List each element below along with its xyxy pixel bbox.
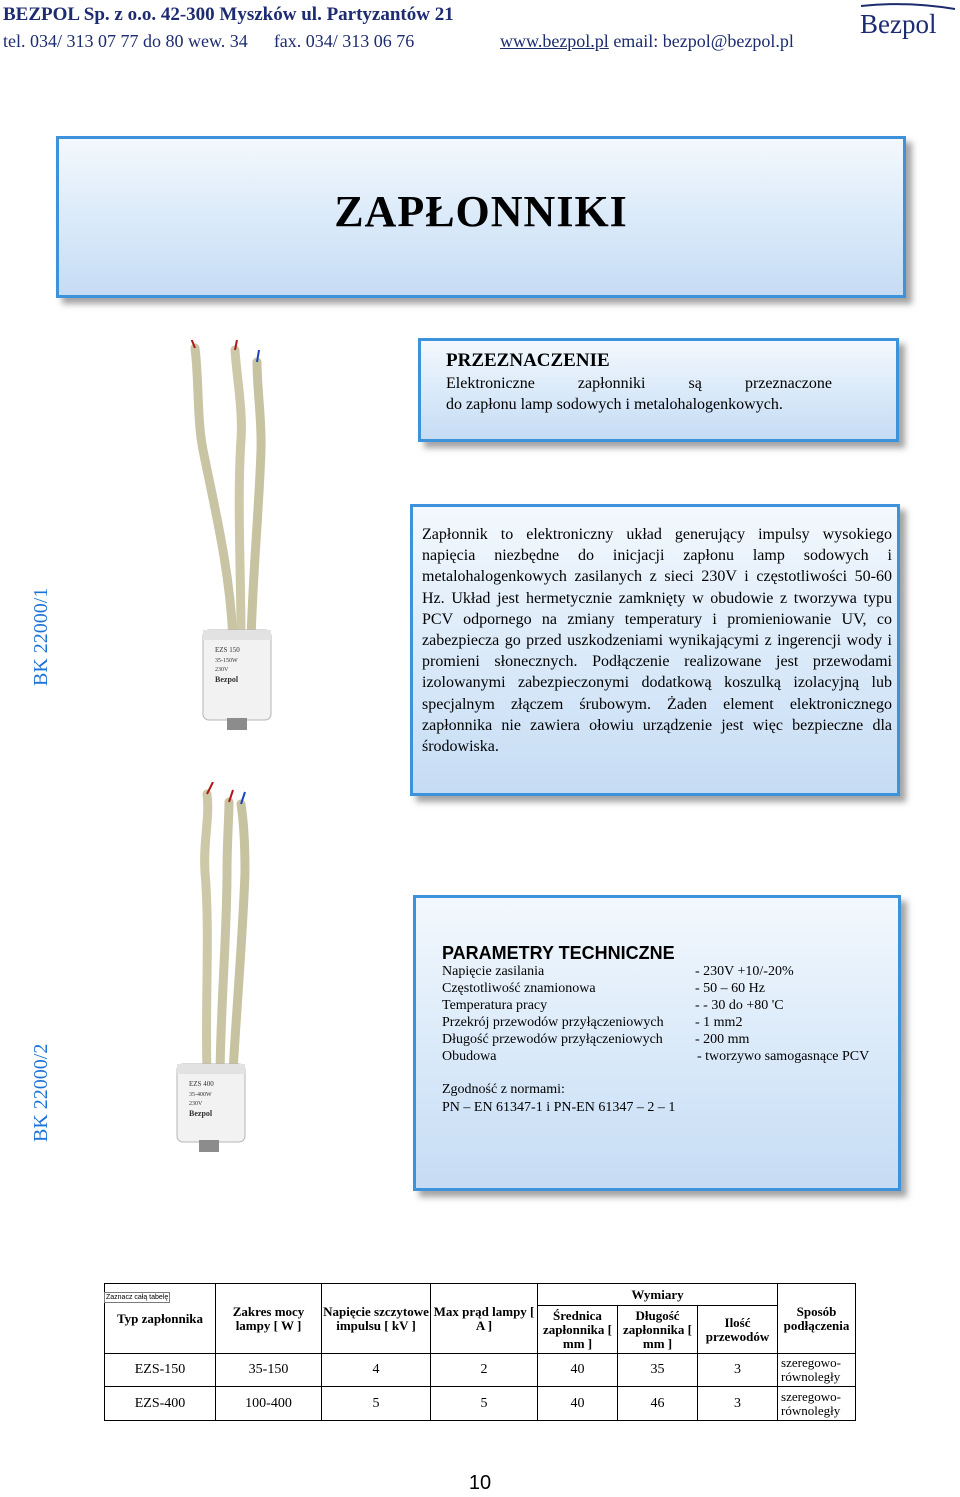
svg-text:230V: 230V (189, 1101, 203, 1107)
header-power: Zakres mocy lampy [ W ] (216, 1284, 322, 1354)
parameters-heading: PARAMETRY TECHNICZNE (442, 943, 675, 963)
param-label: Częstotliwość znamionowa (442, 981, 596, 996)
page-number: 10 (468, 1472, 492, 1494)
param-value: - tworzywo samogasnące PCV (697, 1049, 870, 1064)
param-value: - 230V +10/-20% (695, 964, 794, 979)
product-code-1: BK 22000/1 (30, 587, 52, 686)
table-row (105, 1387, 856, 1421)
norms-value: PN – EN 61347-1 i PN-EN 61347 – 2 – 1 (442, 1100, 676, 1115)
cell-diameter: 40 (538, 1354, 618, 1387)
product-code-2: BK 22000/2 (30, 1043, 52, 1142)
param-row (442, 981, 765, 997)
cell-current: 2 (431, 1354, 538, 1387)
param-label: Napięcie zasilania (442, 964, 545, 979)
cell-voltage: 5 (322, 1387, 431, 1421)
header-dimensions: Wymiary (538, 1284, 778, 1306)
header-connection: Sposób podłączenia (778, 1284, 856, 1354)
header-type: Typ zapłonnika (105, 1284, 216, 1354)
svg-text:35-400W: 35-400W (189, 1092, 212, 1098)
cell-type: EZS-150 (105, 1354, 216, 1387)
svg-text:35-150W: 35-150W (215, 658, 238, 664)
param-value: - 1 mm2 (695, 1015, 743, 1030)
cell-power: 35-150 (216, 1354, 322, 1387)
email-text: email: bezpol@bezpol.pl (613, 31, 794, 51)
phone-number: tel. 034/ 313 07 77 do 80 wew. 34 (3, 31, 248, 51)
header-voltage: Napięcie szczytowe impulsu [ kV ] (322, 1284, 431, 1354)
param-row (442, 998, 784, 1014)
param-label: Obudowa (442, 1049, 497, 1064)
svg-text:Bezpol: Bezpol (189, 1109, 213, 1118)
cell-wires: 3 (698, 1354, 778, 1387)
param-row (442, 964, 794, 980)
param-row (442, 1032, 750, 1048)
contact-line (3, 31, 414, 52)
purpose-heading: PRZEZNACZENIE (446, 350, 610, 371)
cell-length: 35 (618, 1354, 698, 1387)
header-diameter: Średnica zapłonnika [ mm ] (538, 1306, 618, 1354)
param-label: Długość przewodów przyłączeniowych (442, 1032, 663, 1047)
svg-text:Bezpol: Bezpol (215, 675, 239, 684)
fax-number: fax. 034/ 313 06 76 (273, 31, 415, 51)
website-link[interactable]: www.bezpol.pl (500, 31, 609, 51)
svg-text:230V: 230V (215, 667, 229, 673)
param-label: Temperatura pracy (442, 998, 548, 1013)
cell-connection: szeregowo-równoległy (778, 1387, 856, 1421)
cell-voltage: 4 (322, 1354, 431, 1387)
header-wires: Ilość przewodów (698, 1306, 778, 1354)
purpose-line-2: do zapłonu lamp sodowych i metalohalogenkowych. (446, 396, 783, 413)
cell-diameter: 40 (538, 1387, 618, 1421)
igniter-photo-2 (165, 782, 280, 1157)
web-contact (500, 31, 794, 52)
cell-length: 46 (618, 1387, 698, 1421)
param-label: Przekrój przewodów przyłączeniowych (442, 1015, 664, 1030)
header-length: Długość zapłonnika [ mm ] (618, 1306, 698, 1354)
table-row (105, 1354, 856, 1387)
company-address: BEZPOL Sp. z o.o. 42-300 Myszków ul. Partyzantów 21 (3, 4, 454, 25)
param-row (442, 1015, 743, 1031)
norms-label: Zgodność z normami: (442, 1082, 565, 1097)
param-value: - 50 – 60 Hz (695, 981, 765, 996)
spec-table (104, 1283, 856, 1421)
cell-current: 5 (431, 1387, 538, 1421)
purpose-line-1: Elektroniczne zapłonniki są przeznaczone (446, 375, 832, 392)
igniter-photo-1 (175, 340, 295, 735)
cell-type: EZS-400 (105, 1387, 216, 1421)
param-value: - 200 mm (695, 1032, 750, 1047)
description-text: Zapłonnik to elektroniczny układ generujący impulsy wysokiego napięcia niezbędne do inicjacji zapłonu lamp sodowych i metalohalogenkowych zasilanych z sieci 230V i częstotliwości 50-60 Hz. Układ jest hermetycznie zamknięty w obudowie z tworzywa typu PCV odpornego na zmiany temperatury i promieniowanie UV, co zabezpiecza go przed uszkodzeniami wynikającymi z ingerencji wody i promieni słonecznych. Podłączenie realizowane jest przewodami izolowanymi zabezpieczonymi dodatkową koszulką izolacyjną lub specjalnym złączem śrubowym. Żaden element elektronicznego zapłonnika nie zawiera ołowiu urządzenie jest więc bezpieczne dla środowiska. (422, 526, 892, 756)
select-table-button[interactable]: Zaznacz całą tabelę (106, 1294, 169, 1301)
svg-text:EZS 150: EZS 150 (215, 646, 240, 654)
header-current: Max prąd lampy [ A ] (431, 1284, 538, 1354)
page-title: ZAPŁONNIKI (334, 187, 628, 236)
cell-wires: 3 (698, 1387, 778, 1421)
svg-text:EZS 400: EZS 400 (189, 1080, 214, 1088)
bezpol-logo (858, 3, 958, 39)
svg-text:Bezpol: Bezpol (860, 9, 937, 39)
param-value: - - 30 do +80 'C (695, 998, 784, 1013)
cell-power: 100-400 (216, 1387, 322, 1421)
cell-connection: szeregowo-równoległy (778, 1354, 856, 1387)
param-row (442, 1049, 870, 1065)
